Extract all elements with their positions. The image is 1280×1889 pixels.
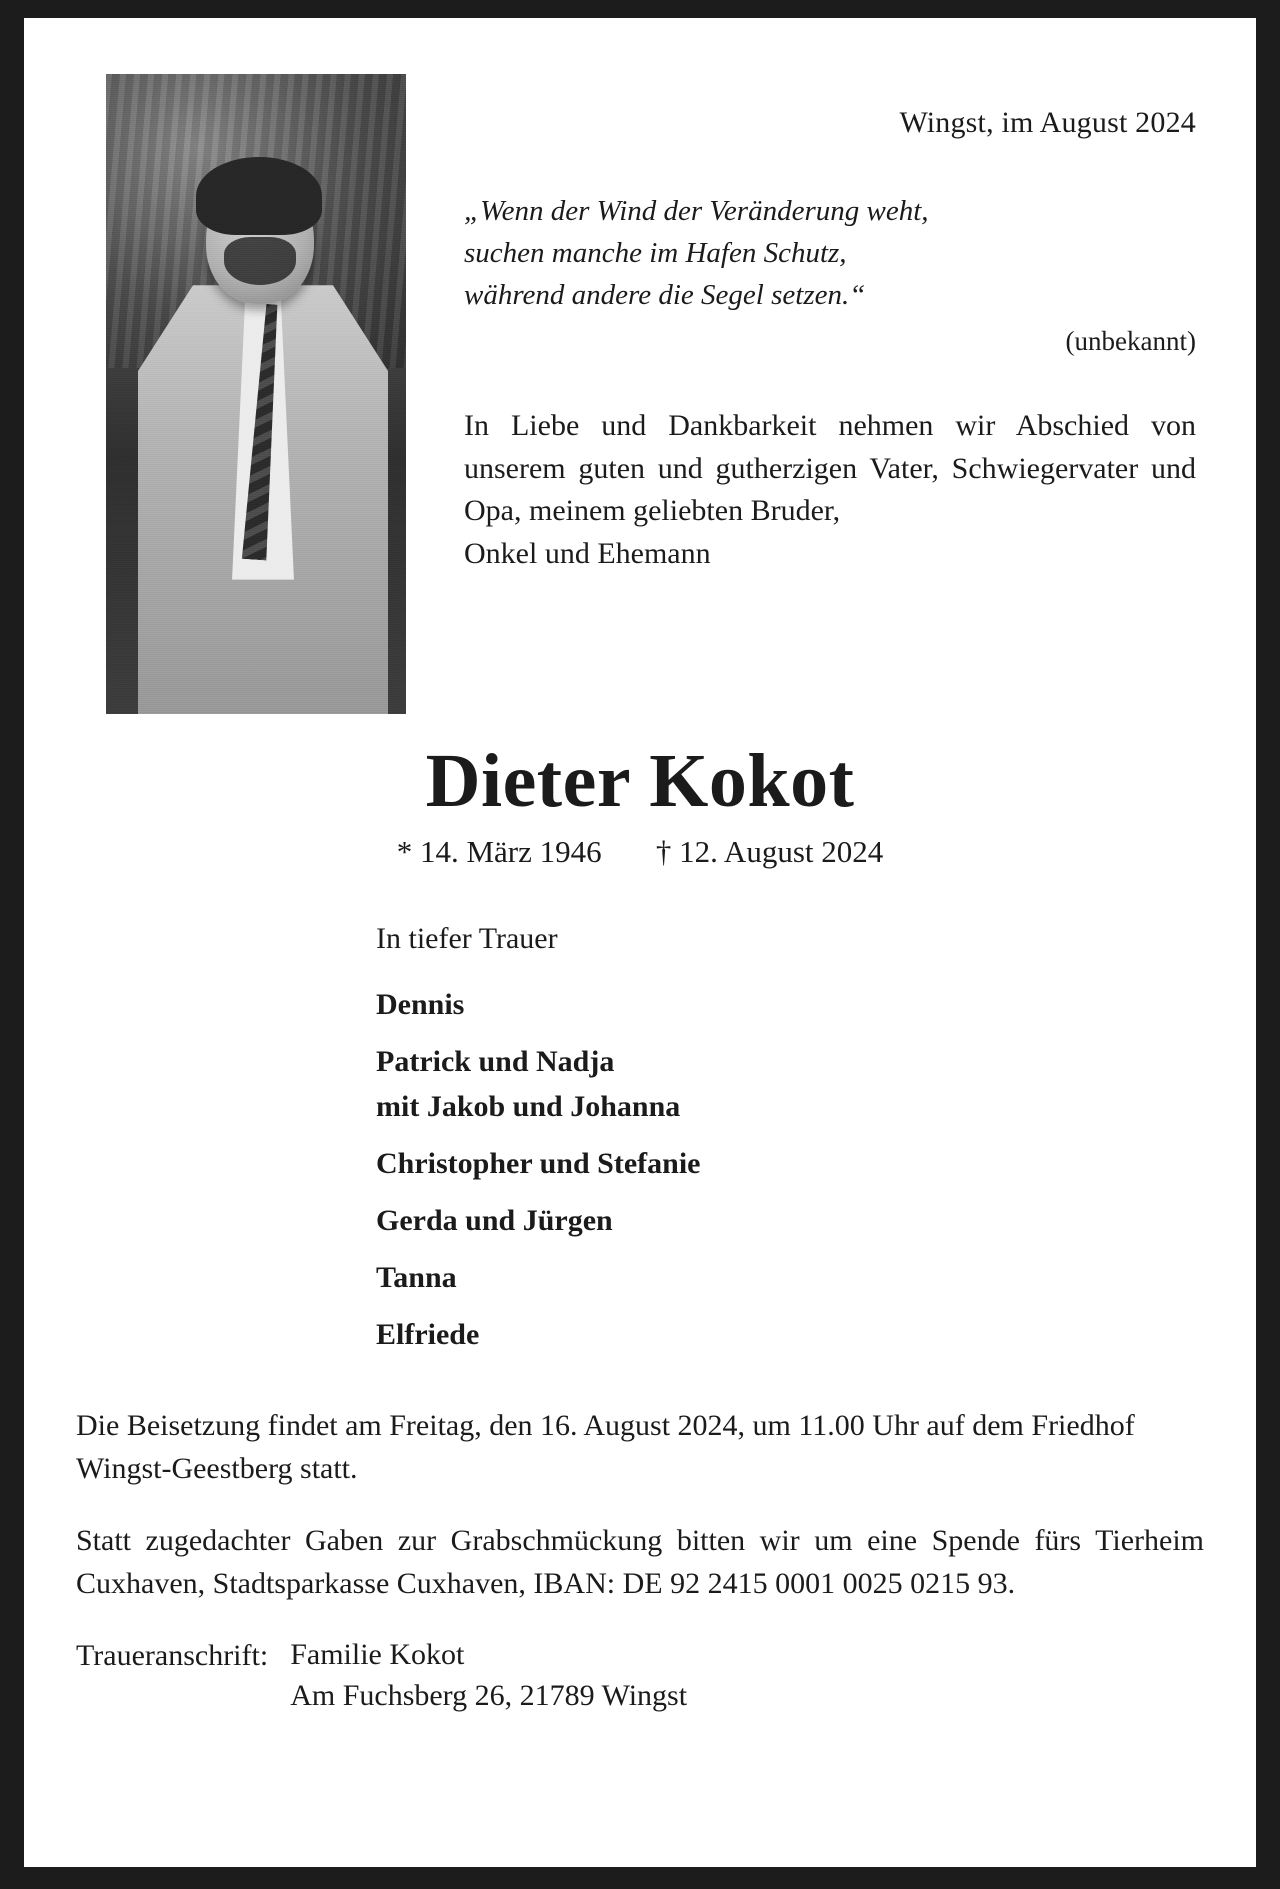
mourning-address-label: Traueranschrift: — [76, 1639, 269, 1673]
deceased-name: Dieter Kokot — [425, 739, 855, 823]
donation-request: Statt zugedachter Gaben zur Grabschmückung bitten wir um eine Spende fürs Tierheim Cuxhaven, Stadtsparkasse Cuxhaven, IBAN: DE 92 2415 0001 0025 0215 93. — [76, 1524, 1204, 1600]
quote-block — [464, 190, 1196, 361]
mourning-header: In tiefer Trauer — [376, 922, 558, 956]
list-item — [376, 1312, 1204, 1357]
bottom-section — [76, 1405, 1204, 1716]
portrait-photo — [106, 74, 406, 714]
quote-source: (unbekannt) — [1065, 326, 1196, 357]
funeral-details: Die Beisetzung findet am Freitag, den 16. August 2024, um 11.00 Uhr auf dem Friedhof Wingst-Geestberg statt. — [76, 1409, 1135, 1485]
top-section — [76, 58, 1204, 714]
mourner-subline: mit Jakob und Johanna — [376, 1090, 681, 1124]
intro-last-line: Onkel und Ehemann — [464, 537, 711, 571]
intro-text: In Liebe und Dankbarkeit nehmen wir Abschied von unserem guten und gutherzigen Vater, Schwiegervater und Opa, meinem geliebten Bruder, — [464, 409, 1196, 528]
mourner-name: Patrick und Nadja — [376, 1045, 615, 1079]
quote-line-2: suchen manche im Hafen Schutz, — [464, 237, 847, 270]
birth-death-dates: * 14. März 1946 † 12. August 2024 — [396, 834, 884, 870]
mourner-name: Tanna — [376, 1261, 457, 1295]
mourning-address — [76, 1635, 1204, 1716]
list-item — [376, 982, 1204, 1027]
list-item — [376, 1141, 1204, 1186]
list-item — [376, 1198, 1204, 1243]
place-and-date: Wingst, im August 2024 — [899, 106, 1196, 139]
list-item — [376, 1255, 1204, 1300]
quote-line-3: während andere die Segel setzen.“ — [464, 279, 866, 312]
mourners-list — [376, 982, 1204, 1357]
mourning-address-lines — [290, 1635, 687, 1716]
list-item — [376, 1039, 1204, 1129]
quote-line-1: „Wenn der Wind der Veränderung weht, — [464, 195, 929, 227]
top-text-column — [406, 58, 1204, 576]
mourner-name: Gerda und Jürgen — [376, 1204, 613, 1238]
mourning-address-line-1: Familie Kokot — [290, 1638, 465, 1672]
mourner-name: Christopher und Stefanie — [376, 1147, 701, 1181]
photo-grain-overlay — [106, 74, 406, 714]
obituary-notice — [24, 18, 1256, 1867]
mourners-section — [76, 922, 1204, 1357]
mourner-name: Dennis — [376, 988, 465, 1022]
mourner-name: Elfriede — [376, 1318, 480, 1352]
mourning-address-line-2: Am Fuchsberg 26, 21789 Wingst — [290, 1678, 688, 1712]
intro-paragraph — [464, 405, 1196, 575]
